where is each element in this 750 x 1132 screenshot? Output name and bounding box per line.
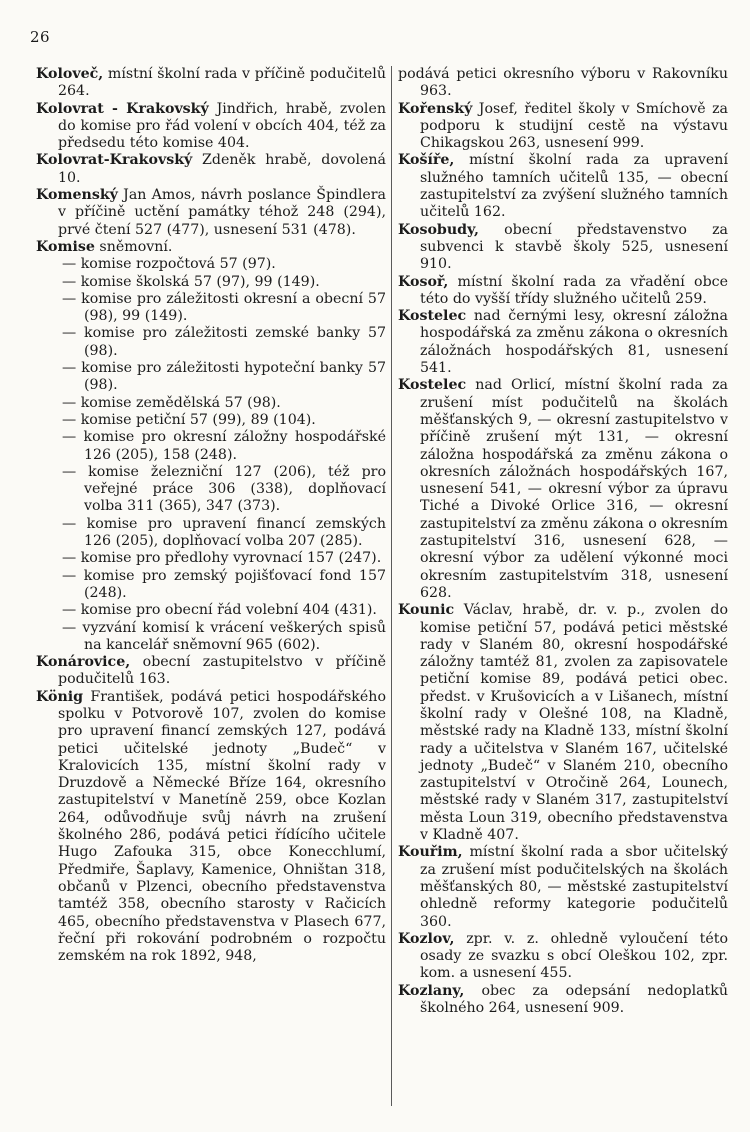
index-entry	[36, 620, 386, 655]
entry-text: sněmovní.	[99, 238, 173, 255]
entry-text: obecní představenstvo za subvenci k stavbě školy 525, usnesení 910.	[420, 221, 728, 273]
entry-text: místní školní rada a sbor učitelský za zrušení míst podučitelských na školách měšťanských 80, — městské zastupitelství ohledně reformy kategorie podučitelů 360.	[420, 844, 728, 930]
index-entry	[36, 429, 386, 464]
index-entry	[398, 274, 728, 309]
index-entry	[398, 308, 728, 377]
page-number: 26	[30, 28, 51, 46]
entry-text: obec za odepsání nedoplatků školného 264, usnesení 909.	[420, 982, 728, 1017]
entry-heading: Konárovice,	[36, 654, 131, 671]
index-entry	[36, 274, 386, 291]
entry-text: místní školní rada za vřadění obce této do vyšší třídy služného učitelů 259.	[420, 273, 728, 307]
index-entry	[398, 983, 728, 1018]
entry-heading: Kozlany,	[398, 982, 465, 999]
index-entry	[398, 602, 728, 844]
index-entry	[36, 516, 386, 551]
index-entry	[36, 256, 386, 273]
index-entry	[398, 66, 728, 101]
right-column	[398, 66, 728, 1017]
index-entry	[36, 187, 386, 239]
entry-heading: Komenský	[36, 187, 118, 204]
index-entry	[36, 101, 386, 153]
entry-text: František, podává petici hospodářského spolku v Potvorově 107, zvolen do komise pro upravení financí zemských 127, podává petici učitelské jednoty „Budeč“ v Kralovicích 135, místní školní rady v Druzdově a Německé Bříze 164, okresního zastupitelství v Manetíně 259, obce Kozlan 264, odůvodňuje svůj návrh na zrušení školného 286, podává petici řídícího učitele Hugo Zafouka 315, obce Konecchlumí, Předmiře, Šaplavy, Kamenice, Ohništan 318, občanů v Plzenci, obecního představenstva tamtéž 358, obecního starosty v Račicích 465, obecního představenstva v Plasech 677, řeční při rokování podrobném o rozpočtu zemském na rok 1892, 948,	[58, 688, 386, 965]
entry-heading: Kozlov,	[398, 930, 455, 947]
entry-text: — komise pro předlohy vyrovnací 157 (247).	[62, 550, 382, 567]
entry-heading: Kolovrat-Krakovský	[36, 152, 193, 169]
index-entry	[36, 395, 386, 412]
entry-text: — komise pro zemský pojišťovací fond 157 (248).	[62, 567, 386, 601]
entry-text: nad Orlicí, místní školní rada za zrušení míst podučitelů na školách měšťanských 9, — okresní zastupitelstvo v příčině zrušení mýt 131, — okresní záložna hospodářská za změnu zákona o okresních záložnách hospodářských 167, usnesení 541, — okresní výbor za úpravu Tiché a Divoké Orlice 316, — okresní zastupitelství za změnu zákona o okresním zastupitelství 316, usnesení 628, — okresní výbor za udělení výkonné moci okresním zastupitelstvím 318, usnesení 628.	[420, 377, 728, 601]
entry-text: zpr. v. z. ohledně vyloučení této osady ze svazku s obcí Oleškou 102, zpr. kom. a usnesení 455.	[420, 930, 728, 982]
index-entry	[398, 101, 728, 153]
entry-heading: Koloveč,	[36, 66, 104, 82]
entry-heading: Košíře,	[398, 152, 455, 169]
entry-text: — komise pro záležitosti hypoteční banky 57 (98).	[62, 360, 386, 394]
entry-text: Václav, hrabě, dr. v. p., zvolen do komise petiční 57, podává petici městské rady v Slaném 80, okresní hospodářské záložny tamtéž 81, zvolen za zapisovatele petiční komise 89, podává petici obec. předst. v Krušovicích a v Lišanech, místní školní rady v Olešné 108, na Kladně, městské rady na Kladně 133, místní školní rady a učitelstva v Slaném 167, učitelské jednoty „Budeč“ v Slaném 210, obecního zastupitelství v Otročině 264, Lounech, městské rady v Slaném 317, zastupitelství města Loun 319, obecního představenstva v Kladně 407.	[420, 602, 728, 844]
index-entry	[36, 464, 386, 516]
index-entry	[398, 222, 728, 274]
entry-text: nad černými lesy, okresní záložna hospodářská za změnu zákona o okresních záložnách hospodářských 81, usnesení 541.	[420, 308, 728, 377]
entry-text: Zdeněk hrabě, dovolená 10.	[58, 152, 386, 186]
left-column	[36, 66, 386, 965]
entry-text: Jindřich, hrabě, zvolen do komise pro řád volení v obcích 404, též za předsedu této komise 404.	[58, 100, 386, 152]
entry-text: — komise pro upravení financí zemských 126 (205), doplňovací volba 207 (285).	[62, 515, 386, 550]
index-entry	[36, 360, 386, 395]
index-entry	[36, 239, 386, 256]
entry-heading: Kouřim,	[398, 844, 463, 861]
entry-text: Jan Amos, návrh poslance Špindlera v příčině uctění památky téhož 248 (294), prvé čtení 527 (477), usnesení 531 (478).	[58, 187, 386, 238]
index-entry	[36, 412, 386, 429]
index-entry	[36, 152, 386, 187]
entry-text: — komise petiční 57 (99), 89 (104).	[62, 411, 316, 428]
index-entry	[398, 152, 728, 221]
entry-heading: König	[36, 688, 84, 705]
entry-text: místní školní rada v příčině podučitelů 264.	[58, 66, 386, 100]
index-entry	[36, 689, 386, 966]
entry-text: — komise školská 57 (97), 99 (149).	[62, 273, 320, 290]
index-entry	[36, 568, 386, 603]
entry-heading: Kostelec	[398, 308, 467, 325]
entry-text: — komise pro záležitosti zemské banky 57 (98).	[62, 325, 386, 359]
entry-heading: Kořenský	[398, 100, 473, 117]
entry-text: — komise zemědělská 57 (98).	[62, 394, 281, 411]
entry-heading: Kosobudy,	[398, 221, 479, 238]
entry-text: — komise rozpočtová 57 (97).	[62, 256, 276, 273]
index-entry	[36, 654, 386, 689]
index-entry	[398, 844, 728, 930]
column-divider	[391, 66, 392, 1106]
index-entry	[36, 291, 386, 326]
entry-heading: Komise	[36, 238, 95, 255]
entry-heading: Kostelec	[398, 377, 467, 394]
entry-text: — komise pro obecní řád volební 404 (431).	[62, 602, 377, 619]
entry-text: — komise pro okresní záložny hospodářské 126 (205), 158 (248).	[62, 429, 386, 463]
entry-heading: Kounic	[398, 602, 455, 619]
entry-text: — vyzvání komisí k vrácení veškerých spisů na kancelář sněmovní 965 (602).	[62, 619, 386, 653]
index-entry	[36, 550, 386, 567]
entry-text: — komise pro záležitosti okresní a obecní 57 (98), 99 (149).	[62, 290, 386, 325]
entry-text: obecní zastupitelstvo v příčině podučitelů 163.	[58, 654, 386, 688]
entry-heading: Kosoř,	[398, 273, 449, 290]
index-entry	[398, 931, 728, 983]
entry-text: Josef, ředitel školy v Smíchově za podporu k studijní cestě na výstavu Chikagskou 263, usnesení 999.	[420, 100, 729, 152]
entry-text: — komise železniční 127 (206), též pro veřejné práce 306 (338), doplňovací volba 311 (365), 347 (373).	[62, 463, 386, 515]
index-entry	[36, 66, 386, 101]
index-entry	[36, 325, 386, 360]
index-entry	[36, 602, 386, 619]
entry-text: místní školní rada za upravení služného tamních učitelů 135, — obecní zastupitelství za zvýšení služného tamních učitelů 162.	[420, 152, 728, 221]
entry-heading: Kolovrat - Krakovský	[36, 100, 209, 117]
index-entry	[398, 377, 728, 602]
entry-text: podává petici okresního výboru v Rakovníku 963.	[398, 66, 728, 100]
